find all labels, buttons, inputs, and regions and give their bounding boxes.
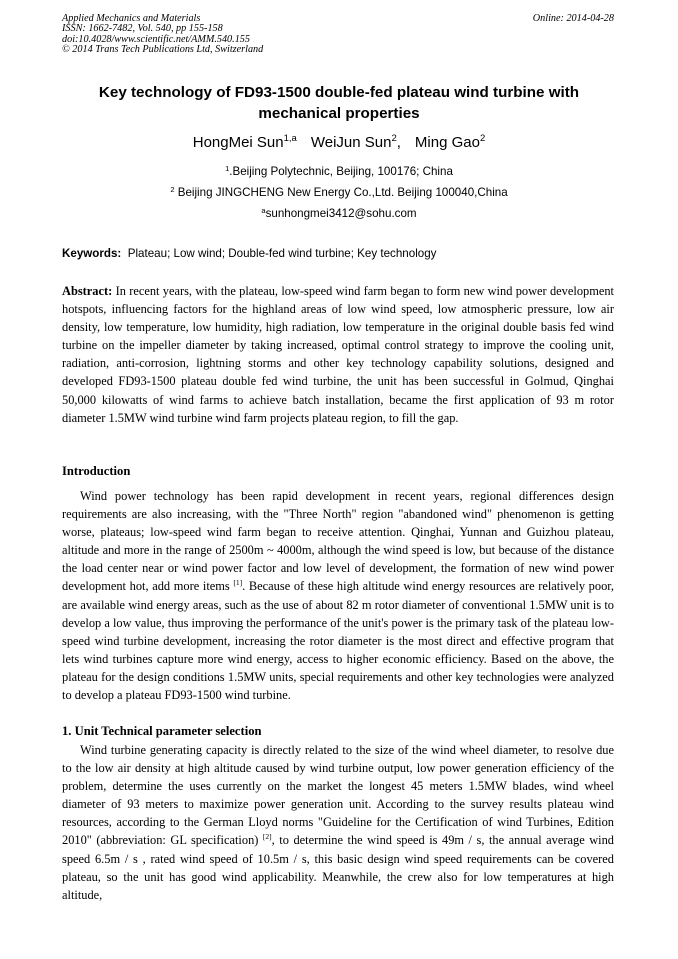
author-list: [62, 133, 616, 153]
section-heading-introduction: Introduction: [62, 464, 131, 478]
abstract-text: In recent years, with the plateau, low-speed wind farm began to form new wind power development hotspots, influencing factors for the highland areas of low wind speed, low atmospheric pressure, low air density, low temperature, low humidity, high radiation, low temperature in the original double basis fed wind turbine on the impeller diameter by taking increased, optimal control strategy to improve the cooling unit, radiation, anti-corrosion, lightning storms and other key technology capability solutions, designed and developed FD93-1500 plateau double fed wind turbine, the unit has been successful in Golmud, Qinghai 50,000 kilowatts of wind farms to achieve batch installation, became the first application of 93 m rotor diameter 1.5MW wind turbine wind farm projects plateau region, to fill the gap.: [62, 284, 614, 425]
online-date: Online: 2014-04-28: [532, 13, 614, 24]
section1-text: , to determine the wind speed is 49m / s, the annual average wind speed 6.5m / s , rated wind speed of 10.5m / s, this basic design wind speed requirements can be covered plateau, so the unit has good wind applicability. Meanwhile, the crew also for low temperatures at high altitude,: [62, 833, 614, 902]
author-separator: ,: [396, 134, 401, 151]
email-address: sunhongmei3412@sohu.com: [265, 207, 417, 220]
affiliation-mark: 1: [225, 164, 230, 173]
affiliation-text: Beijing JINGCHENG New Energy Co.,Ltd. Beijing 100040,China: [174, 186, 508, 199]
author-name: Ming Gao: [414, 134, 480, 151]
author-affiliation-mark: 2: [391, 133, 397, 144]
journal-header: [62, 14, 263, 56]
contact-email: [62, 207, 616, 221]
keywords-marker: :: [117, 247, 122, 260]
journal-name: Applied Mechanics and Materials: [62, 13, 201, 24]
journal-doi: doi:10.4028/www.scientific.net/AMM.540.155: [62, 33, 250, 45]
introduction-paragraph: [62, 487, 614, 704]
citation-ref: [1]: [233, 578, 243, 588]
journal-copyright: © 2014 Trans Tech Publications Ltd, Switzerland: [62, 44, 264, 56]
paper-title: Key technology of FD93-1500 double-fed plateau wind turbine with mechanical properties: [98, 84, 580, 122]
keywords: [62, 247, 436, 261]
affiliation-mark: 2: [170, 185, 175, 194]
introduction-text: . Because of these high altitude wind energy resources are relatively poor, are available wind energy areas, such as the use of about 82 m rotor diameter of conventional 1.5MW unit is to develop a low value, thus improving the performance of the unit's power is the primary task of the plateau low-speed wind turbine development, increasing the rotor diameter is the most direct and effective program that lets wind turbines capture more wind energy, access to higher economic efficiency. Based on the above, the plateau for the design conditions 1.5MW units, special requirements and other key technologies were analyzed to develop a plateau FD93-1500 wind turbine.: [62, 579, 614, 703]
author-name: WeiJun Sun: [310, 134, 392, 151]
keywords-text: Plateau; Low wind; Double-fed wind turbine; Key technology: [127, 247, 437, 260]
author-affiliation-mark: 1,a: [283, 133, 297, 144]
affiliation-2: [62, 186, 616, 200]
affiliation-mark: a: [261, 206, 266, 215]
keywords-label: Keywords: [62, 247, 118, 260]
citation-ref: [2]: [262, 832, 272, 842]
section1-text: Wind turbine generating capacity is directly related to the size of the wind wheel diameter, to resolve due to the low air density at high altitude caused by wind turbine output, low power generation efficiency of the problem, determine the uses currently on the market the longest 45 meters 1.5MW blades, wind wheel diameter of 93 meters to maximize power generation unit. According to the survey results plateau wind resources, according to the German Lloyd norms "Guideline for the Certification of wind Turbines, Edition 2010" (abbreviation: GL specification): [62, 743, 614, 848]
section1-paragraph: [62, 741, 614, 904]
abstract: [62, 282, 614, 427]
affiliation-text: .Beijing Polytechnic, Beijing, 100176; China: [229, 165, 453, 178]
abstract-label: Abstract:: [62, 284, 113, 298]
section-heading-1: 1. Unit Technical parameter selection: [62, 724, 262, 738]
affiliation-1: [62, 165, 616, 179]
introduction-text: Wind power technology has been rapid development in recent years, regional differences design requirements are also increasing, with the "Three North" region "abandoned wind" phenomenon is getting worse, plateaus; low-speed wind farm began to receive attention. Qinghai, Yunnan and Guizhou plateau, altitude and more in the range of 2500m ~ 4000m, although the wind speed is low, but because of the distance the load center near or wind power factor and low level of development, the formation of new wind power development hot, add more items: [62, 489, 614, 594]
author-affiliation-mark: 2: [479, 133, 486, 144]
journal-issn: ISSN: 1662-7482, Vol. 540, pp 155-158: [62, 23, 223, 35]
author-name: HongMei Sun: [192, 134, 284, 151]
